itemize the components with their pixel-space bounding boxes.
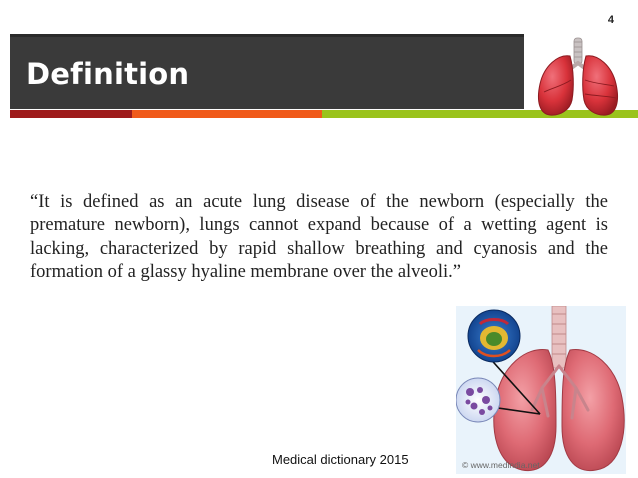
accent-stripe-orange: [132, 110, 322, 118]
image-credit: © www.medindia.net: [462, 460, 540, 470]
lung-anatomy-illustration: [456, 306, 626, 474]
lung-anatomy-svg: [456, 306, 626, 474]
title-bar: [10, 34, 524, 109]
page-number: 4: [607, 14, 614, 26]
source-caption: Medical dictionary 2015: [272, 452, 409, 467]
slide-title: Definition: [26, 57, 190, 91]
definition-text: “It is defined as an acute lung disease of the newborn (especially the premature newborn), lungs cannot expand because of a wetting agent is lacking, characterized by rapid shallow breathing and cyanosis and the formation of a glassy hyaline membrane over the alveoli.”: [30, 191, 608, 282]
lungs-icon: [530, 36, 626, 118]
accent-stripe-red: [10, 110, 132, 118]
